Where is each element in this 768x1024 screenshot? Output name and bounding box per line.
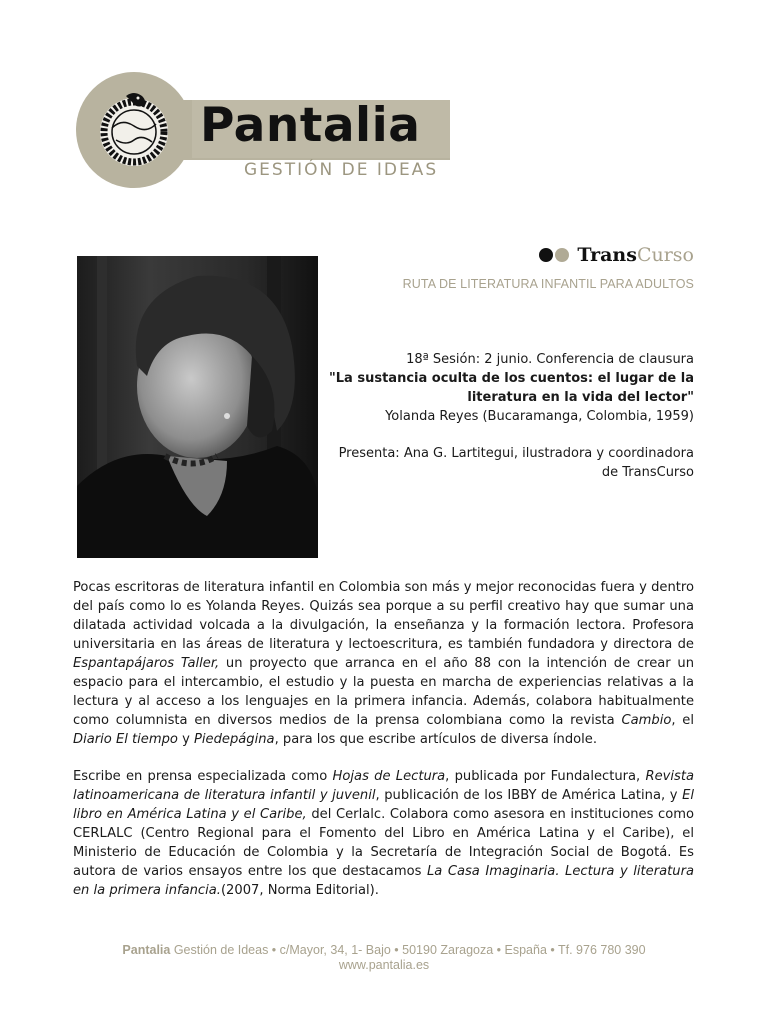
transcurso-brand	[539, 244, 694, 266]
p1-run: Diario El tiempo	[73, 732, 178, 747]
presenter-line1: Presenta: Ana G. Lartitegui, ilustradora y coordinadora	[338, 446, 694, 461]
p1-run: Cambio	[621, 713, 672, 728]
portrait-photo-icon	[77, 256, 318, 558]
footer-brand: Pantalia	[122, 943, 171, 957]
p2-run: Hojas de Lectura	[332, 769, 446, 784]
p1-run: Piedepágina	[194, 732, 275, 747]
session-info	[314, 350, 694, 482]
p2-run: , publicada por Fundalectura,	[445, 769, 646, 784]
ouroboros-icon	[92, 88, 176, 172]
p1-run: , el	[671, 713, 694, 728]
footer-address: Gestión de Ideas • c/Mayor, 34, 1- Bajo • 50190 Zaragoza • España • Tf. 976 780 390	[170, 943, 646, 957]
p2-run: Revista latinoamericana de literatura infantil y juvenil	[73, 769, 695, 803]
p2-run: La Casa Imaginaria. Lectura y literatura en la primera infancia.	[73, 864, 694, 898]
p2-run: Escribe en prensa especializada como	[73, 769, 333, 784]
presenter-line2: de TransCurso	[601, 465, 694, 480]
p1-run: , para los que escribe artículos de diversa índole.	[274, 732, 597, 747]
transcurso-wordmark	[577, 244, 694, 266]
brand-trans: Trans	[577, 244, 637, 266]
p1-run: Espantapájaros Taller,	[73, 656, 220, 671]
session-title-line2: literatura en la vida del lector"	[467, 390, 694, 405]
course-subtitle: RUTA DE LITERATURA INFANTIL PARA ADULTOS	[402, 277, 694, 291]
logo-name: Pantalia	[200, 98, 421, 153]
biography-paragraph-2	[73, 767, 694, 900]
p2-run: (2007, Norma Editorial).	[220, 883, 379, 898]
p1-run: y	[177, 732, 194, 747]
p1-run: Pocas escritoras de literatura infantil en Colombia son más y mejor reconocidas fuera y dentro del país como lo es Yolanda Reyes. Quizás sea porque a su perfil creativo hay que sumar una dilatada actividad volcada a la divulgación, la enseñanza y la formación lectora. Profesora universitaria en las áreas de literatura y lectoescritura, es también fundadora y directora de	[73, 580, 694, 652]
pantalia-logo	[74, 72, 454, 190]
p2-run: El libro en América Latina y el Caribe,	[73, 788, 694, 822]
session-title-line1: "La sustancia oculta de los cuentos: el lugar de la	[329, 371, 694, 386]
olive-dot-icon	[555, 248, 569, 262]
brand-curso: Curso	[636, 244, 694, 266]
session-author: Yolanda Reyes (Bucaramanga, Colombia, 1959)	[385, 409, 694, 424]
logo-tagline: GESTIÓN DE IDEAS	[244, 160, 439, 180]
footer	[0, 943, 768, 973]
session-date: 18ª Sesión: 2 junio. Conferencia de clausura	[406, 352, 694, 367]
p2-run: del Cerlalc. Colabora como asesora en instituciones como CERLALC (Centro Regional para el Fomento del Libro en América Latina y el Caribe), el Ministerio de Educación de Colombia y la Secretaría de Integración Social de Bogotá. Es autora de varios ensayos entre los que destacamos	[73, 807, 694, 879]
p1-run: un proyecto que arranca en el año 88 con la intención de crear un espacio para el intercambio, el estudio y la puesta en marcha de experiencias relativas a la lectura y al acceso a los lenguajes en la primera infancia. Además, colabora habitualmente como columnista en diversos medios de la prensa colombiana como la revista	[73, 656, 694, 728]
biography-paragraph-1	[73, 578, 694, 749]
black-dot-icon	[539, 248, 553, 262]
biography-text	[73, 578, 694, 918]
footer-address-line	[0, 943, 768, 958]
footer-website[interactable]: www.pantalia.es	[338, 958, 430, 972]
p2-run: , publicación de los IBBY de América Latina, y	[375, 788, 683, 803]
